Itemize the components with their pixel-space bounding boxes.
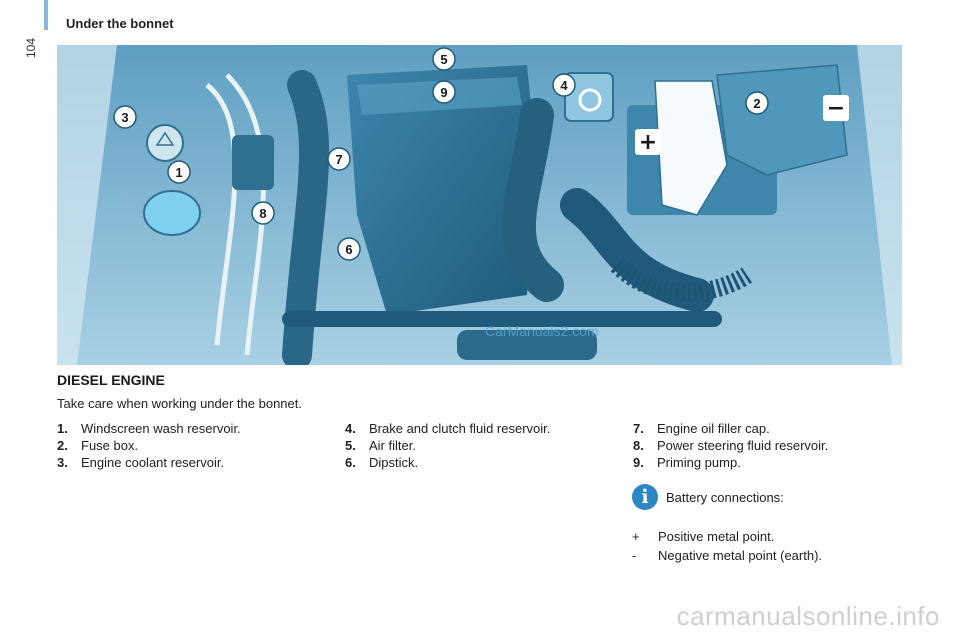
legend-column-3 xyxy=(633,420,828,471)
legend-item: 4. Brake and clutch fluid reservoir. xyxy=(345,421,551,436)
battery-info-label: Battery connections: xyxy=(666,490,784,505)
positive-terminal-marker xyxy=(635,129,661,155)
negative-terminal-symbol: − xyxy=(826,96,846,121)
engine-bay-illustration xyxy=(57,45,902,365)
footer-watermark: carmanualsonline.info xyxy=(676,601,940,631)
legend-column-1 xyxy=(57,420,241,471)
battery-item: - Negative metal point (earth). xyxy=(632,548,823,563)
section-title: DIESEL ENGINE xyxy=(57,372,165,388)
callout-7 xyxy=(328,148,350,170)
svg-text:4: 4 xyxy=(560,78,568,93)
legend-item: 1. Windscreen wash reservoir. xyxy=(57,421,241,436)
svg-text:2: 2 xyxy=(753,96,761,111)
callout-5 xyxy=(433,48,455,70)
legend-column-2 xyxy=(345,420,550,471)
legend-item: 3. Engine coolant reservoir. xyxy=(57,455,225,470)
header-accent-bar xyxy=(44,0,48,30)
page-number: 104 xyxy=(24,37,38,58)
battery-item: + Positive metal point. xyxy=(632,529,775,544)
callout-9 xyxy=(433,81,455,103)
svg-text:3: 3 xyxy=(121,110,129,125)
legend-item: 7. Engine oil filler cap. xyxy=(633,421,770,436)
legend-item: 6. Dipstick. xyxy=(345,455,419,470)
info-icon: i xyxy=(632,484,658,510)
svg-text:7: 7 xyxy=(335,152,343,167)
legend-item: 2. Fuse box. xyxy=(57,438,139,453)
legend-item: 5. Air filter. xyxy=(345,438,416,453)
negative-terminal-marker xyxy=(823,95,849,121)
svg-text:1: 1 xyxy=(175,165,183,180)
illustration-watermark: CarManuals2.com xyxy=(485,323,599,339)
callout-4 xyxy=(553,74,575,96)
battery-list xyxy=(632,527,822,565)
callout-8 xyxy=(252,202,274,224)
legend-item: 9. Priming pump. xyxy=(633,455,741,470)
section-header: Under the bonnet xyxy=(66,16,174,31)
callout-2 xyxy=(746,92,768,114)
callout-3 xyxy=(114,106,136,128)
svg-text:8: 8 xyxy=(259,206,267,221)
intro-text: Take care when working under the bonnet. xyxy=(57,396,302,411)
legend-item: 8. Power steering fluid reservoir. xyxy=(633,438,829,453)
callout-6 xyxy=(338,238,360,260)
svg-text:6: 6 xyxy=(345,242,353,257)
svg-text:5: 5 xyxy=(440,52,448,67)
positive-terminal-symbol: + xyxy=(638,130,658,155)
callout-1 xyxy=(168,161,190,183)
svg-text:9: 9 xyxy=(440,85,448,100)
